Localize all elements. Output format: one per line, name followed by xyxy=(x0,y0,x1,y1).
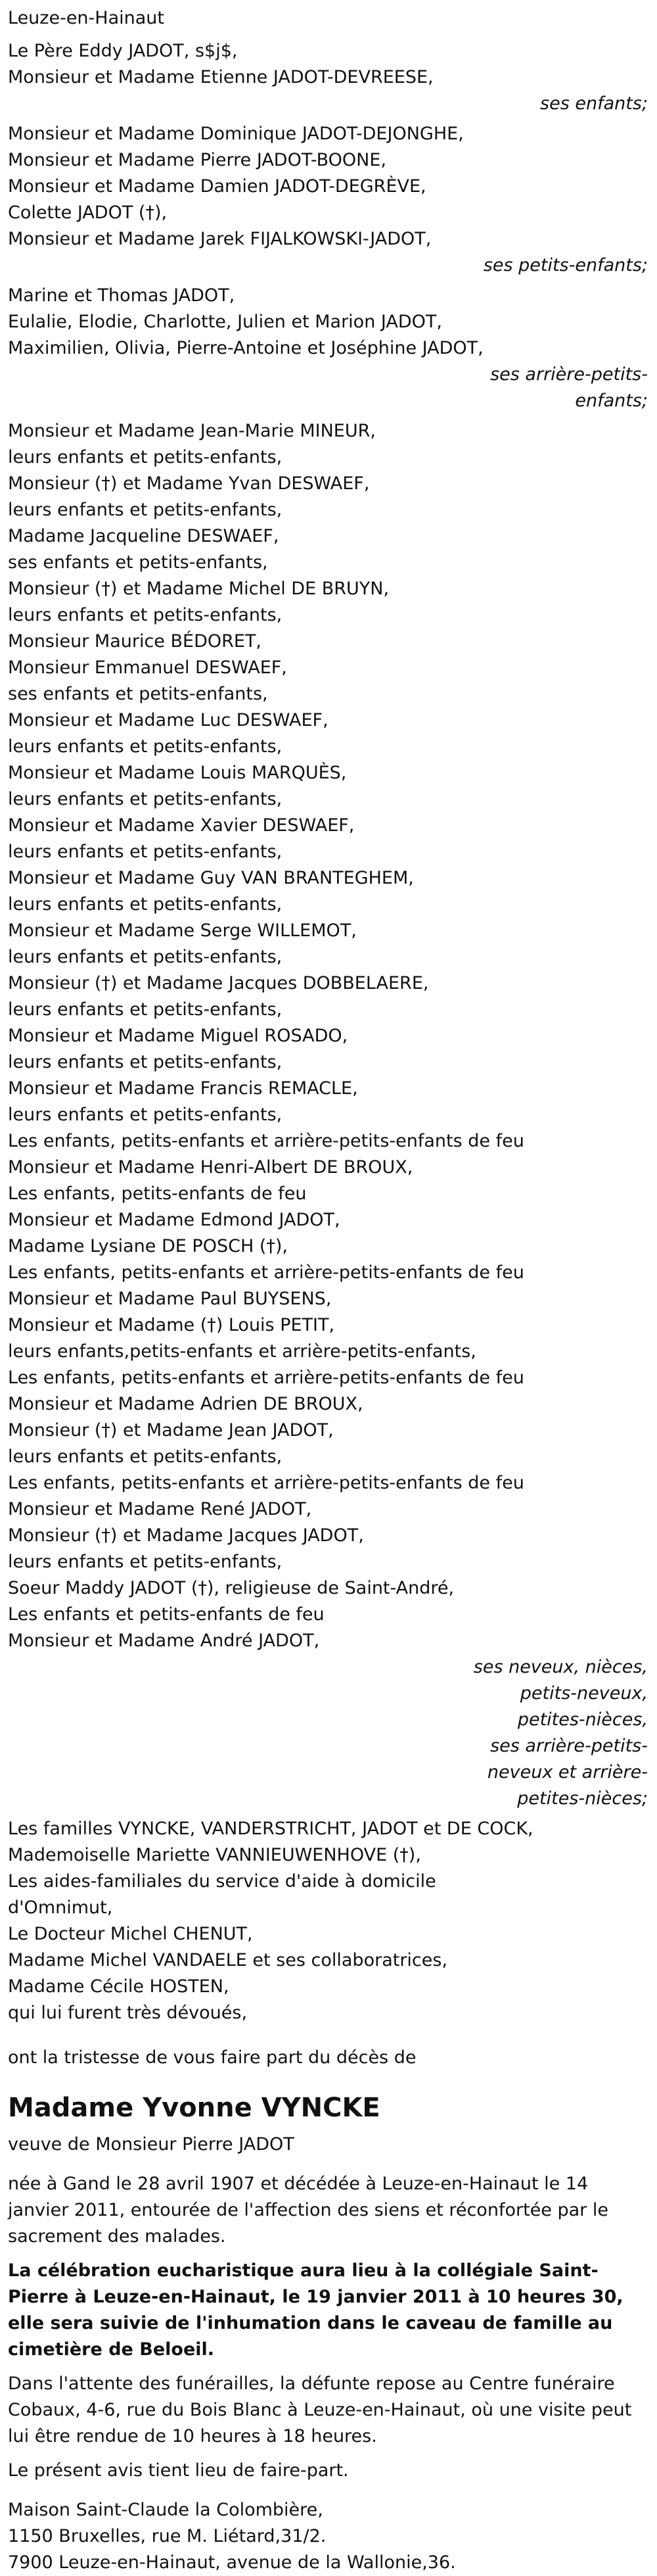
relation-label xyxy=(8,252,657,279)
family-line: Madame Michel VANDAELE et ses collaboratrices, xyxy=(8,1950,448,1970)
family-line: Monsieur et Madame Jean-Marie MINEUR, xyxy=(8,421,376,441)
family-line: Monsieur et Madame Etienne JADOT-DEVREESE, xyxy=(8,67,434,87)
family-line: Les enfants, petits-enfants de feu xyxy=(8,1183,307,1204)
family-line: leurs enfants et petits-enfants, xyxy=(8,605,283,625)
address-line: 1150 Bruxelles, rue M. Liétard,31/2. xyxy=(8,2526,327,2546)
family-line: Monsieur et Madame Paul BUYSENS, xyxy=(8,1289,332,1309)
relation-label-line: petites-nièces; xyxy=(517,1788,648,1809)
family-group-nephews-nieces xyxy=(8,418,657,1812)
family-line: Monsieur (†) et Madame Yvan DESWAEF, xyxy=(8,473,370,494)
relation-label xyxy=(8,1654,657,1812)
family-lines-list xyxy=(8,418,657,1654)
family-line: Maximilien, Olivia, Pierre-Antoine et Joséphine JADOT, xyxy=(8,338,484,358)
family-line: d'Omnimut, xyxy=(8,1897,113,1918)
family-line: qui lui furent très dévoués, xyxy=(8,2003,248,2023)
deceased-name: Madame Yvonne VYNCKE xyxy=(8,2093,380,2123)
birth-death-text: née à Gand le 28 avril 1907 et décédée à Leuze-en-Hainaut le 14 janvier 2011, entourée de l'affection des siens et réconfortée par le sacrement des malades. xyxy=(8,2174,608,2247)
relation-label-line: ses enfants; xyxy=(540,93,648,114)
family-line: Monsieur et Madame Dominique JADOT-DEJONGHE, xyxy=(8,124,464,144)
family-line: Monsieur et Madame Louis MARQUÈS, xyxy=(8,763,347,783)
family-line: leurs enfants et petits-enfants, xyxy=(8,894,283,915)
relation-label-line: ses neveux, nièces, xyxy=(473,1657,648,1677)
family-line: Madame Lysiane DE POSCH (†), xyxy=(8,1236,288,1256)
family-line: Les enfants, petits-enfants et arrière-petits-enfants de feu xyxy=(8,1473,524,1493)
family-line: Monsieur (†) et Madame Jacques JADOT, xyxy=(8,1525,364,1546)
family-line: Monsieur et Madame (†) Louis PETIT, xyxy=(8,1315,335,1335)
family-line: Madame Jacqueline DESWAEF, xyxy=(8,526,279,546)
ceremony-text: La célébration eucharistique aura lieu à la collégiale Saint-Pierre à Leuze-en-Hainaut, le 19 janvier 2011 à 10 heures 30, elle sera suivie de l'inhumation dans le caveau de famille au cimetière de Beloeil. xyxy=(8,2260,623,2360)
family-line: leurs enfants,petits-enfants et arrière-petits-enfants, xyxy=(8,1341,476,1362)
viewing-text: Dans l'attente des funérailles, la défunte repose au Centre funéraire Cobaux, 4-6, rue du Bois Blanc à Leuze-en-Hainaut, où une visite peut lui être rendue de 10 heures à 18 heures. xyxy=(8,2373,632,2446)
family-line: Monsieur Maurice BÉDORET, xyxy=(8,631,262,652)
family-line: Monsieur et Madame Francis REMACLE, xyxy=(8,1078,358,1099)
family-line: Eulalie, Elodie, Charlotte, Julien et Marion JADOT, xyxy=(8,312,442,332)
family-line: Colette JADOT (†), xyxy=(8,203,168,223)
family-line: Monsieur et Madame Luc DESWAEF, xyxy=(8,710,328,730)
location-heading: Leuze-en-Hainaut xyxy=(8,8,164,28)
address-line: Maison Saint-Claude la Colombière, xyxy=(8,2500,323,2520)
funeral-home-address xyxy=(8,2497,657,2576)
family-line: Le Docteur Michel CHENUT, xyxy=(8,1924,253,1944)
family-line: Monsieur et Madame Serge WILLEMOT, xyxy=(8,920,357,941)
family-line: Monsieur (†) et Madame Michel DE BRUYN, xyxy=(8,579,390,599)
family-line: Soeur Maddy JADOT (†), religieuse de Saint-André, xyxy=(8,1578,455,1598)
relation-label-line: ses arrière-petits- xyxy=(490,364,648,385)
relation-label-line: enfants; xyxy=(575,391,648,411)
address-line: 7900 Leuze-en-Hainaut, avenue de la Wallonie,36. xyxy=(8,2552,456,2573)
family-line: Monsieur et Madame Xavier DESWAEF, xyxy=(8,815,355,836)
family-line: Monsieur et Madame André JADOT, xyxy=(8,1631,320,1651)
family-line: Monsieur et Madame Damien JADOT-DEGRÈVE, xyxy=(8,176,426,197)
relation-label-line: neveux et arrière- xyxy=(487,1762,648,1782)
family-line: Les enfants, petits-enfants et arrière-petits-enfants de feu xyxy=(8,1131,524,1151)
family-line: Monsieur et Madame Miguel ROSADO, xyxy=(8,1026,348,1046)
family-line: Monsieur et Madame Pierre JADOT-BOONE, xyxy=(8,150,387,170)
relation-label-line: ses arrière-petits- xyxy=(490,1736,648,1756)
family-line: Monsieur et Madame Edmond JADOT, xyxy=(8,1210,340,1230)
family-line: leurs enfants et petits-enfants, xyxy=(8,736,283,757)
family-group-grandchildren xyxy=(8,121,657,279)
family-line: leurs enfants et petits-enfants, xyxy=(8,789,283,809)
family-line: Les enfants et petits-enfants de feu xyxy=(8,1604,325,1625)
family-group-others xyxy=(8,1816,657,2026)
relation-label-line: ses petits-enfants; xyxy=(483,255,648,275)
family-line: Monsieur et Madame Adrien DE BROUX, xyxy=(8,1394,363,1414)
family-line: Madame Cécile HOSTEN, xyxy=(8,1976,229,1997)
family-line: Monsieur Emmanuel DESWAEF, xyxy=(8,657,287,678)
family-line: Le Père Eddy JADOT, s$j$, xyxy=(8,41,238,61)
family-line: leurs enfants et petits-enfants, xyxy=(8,842,283,862)
family-line: leurs enfants et petits-enfants, xyxy=(8,1446,283,1467)
family-line: Les aides-familiales du service d'aide à domicile xyxy=(8,1871,436,1892)
family-line: leurs enfants et petits-enfants, xyxy=(8,1105,283,1125)
notice-text: Le présent avis tient lieu de faire-part. xyxy=(8,2460,349,2481)
family-line: Les familles VYNCKE, VANDERSTRICHT, JADOT et DE COCK, xyxy=(8,1819,533,1839)
family-line: ses enfants et petits-enfants, xyxy=(8,552,268,573)
family-line: leurs enfants et petits-enfants, xyxy=(8,1052,283,1072)
family-line: Monsieur et Madame Jarek FIJALKOWSKI-JADOT, xyxy=(8,229,432,249)
family-line: Mademoiselle Mariette VANNIEUWENHOVE (†), xyxy=(8,1845,421,1865)
widow-of-text: veuve de Monsieur Pierre JADOT xyxy=(8,2134,294,2155)
family-line: Monsieur (†) et Madame Jacques DOBBELAERE, xyxy=(8,973,429,993)
announcement-text: ont la tristesse de vous faire part du décès de xyxy=(8,2047,417,2068)
family-line: leurs enfants et petits-enfants, xyxy=(8,500,283,520)
family-line: leurs enfants et petits-enfants, xyxy=(8,947,283,967)
family-line: Monsieur et Madame Henri-Albert DE BROUX, xyxy=(8,1157,413,1178)
family-line: Marine et Thomas JADOT, xyxy=(8,285,235,306)
relation-label xyxy=(8,362,657,414)
family-line: leurs enfants et petits-enfants, xyxy=(8,447,283,467)
family-line: Monsieur (†) et Madame Jean JADOT, xyxy=(8,1420,334,1441)
family-line: leurs enfants et petits-enfants, xyxy=(8,999,283,1020)
family-group-children xyxy=(8,38,657,117)
family-line: ses enfants et petits-enfants, xyxy=(8,684,268,704)
family-group-great-grandchildren xyxy=(8,283,657,414)
family-line: Les enfants, petits-enfants et arrière-petits-enfants de feu xyxy=(8,1368,524,1388)
relation-label xyxy=(8,91,657,117)
family-line: Monsieur et Madame René JADOT, xyxy=(8,1499,312,1519)
relation-label-line: petites-nièces, xyxy=(517,1709,648,1730)
family-line: Monsieur et Madame Guy VAN BRANTEGHEM, xyxy=(8,868,414,888)
family-line: Les enfants, petits-enfants et arrière-petits-enfants de feu xyxy=(8,1262,524,1283)
family-line: leurs enfants et petits-enfants, xyxy=(8,1552,283,1572)
relation-label-line: petits-neveux, xyxy=(520,1683,648,1704)
